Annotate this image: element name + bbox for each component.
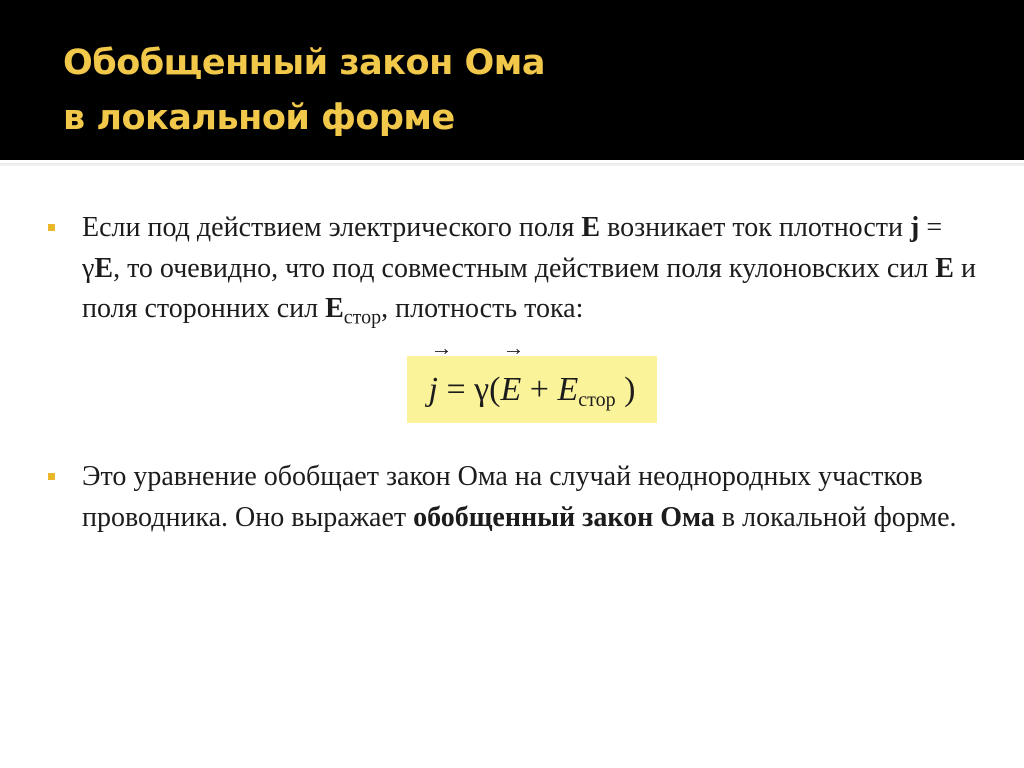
text: в локальной форме. — [714, 501, 957, 533]
text: возникает ток плотности — [600, 212, 911, 243]
formula-close: ) — [615, 371, 636, 409]
bullet-square-icon — [48, 224, 55, 231]
formula-box — [407, 335, 658, 423]
bullet-square-icon — [48, 473, 55, 480]
vector-j — [428, 335, 453, 423]
formula-E: E — [500, 371, 522, 409]
title-line-1: Обобщенный закон Ома — [63, 43, 545, 83]
vector-E — [500, 335, 525, 423]
formula-sub: стор — [578, 389, 616, 412]
title-bar — [0, 0, 1024, 160]
formula-eq: = γ( — [437, 371, 501, 409]
vector-arrow-icon: → — [430, 335, 453, 361]
symbol-E-stor: E — [325, 293, 344, 324]
text: = γ — [82, 212, 943, 284]
text: и поля сторонних сил — [82, 252, 976, 324]
text: , плотность тока: — [381, 293, 584, 324]
slide-title — [63, 36, 545, 146]
text: , то очевидно, что под совместным действием поля кулоновских сил — [113, 252, 936, 284]
symbol-j: j — [910, 212, 920, 243]
bullet-item-1 — [44, 208, 984, 338]
subscript: стор — [343, 306, 382, 329]
formula-plus: + — [521, 371, 558, 409]
symbol-E: E — [94, 252, 114, 284]
slide-content — [44, 208, 984, 538]
title-line-2: в локальной форме — [63, 98, 455, 138]
formula-container — [44, 335, 984, 423]
formula-E-stor: E — [557, 371, 579, 409]
text: Это уравнение обобщает закон Ома на случай неоднородных участков проводника. Оно выражает — [82, 461, 923, 533]
formula-j: j — [428, 371, 438, 409]
bullet-item-2 — [44, 457, 984, 538]
text: Если под действием электрического поля — [82, 212, 582, 243]
symbol-E: E — [935, 252, 954, 284]
divider — [0, 163, 1024, 166]
symbol-E: E — [581, 212, 601, 243]
vector-arrow-icon: → — [502, 335, 525, 361]
bold-term: обобщенный закон Ома — [413, 501, 715, 533]
